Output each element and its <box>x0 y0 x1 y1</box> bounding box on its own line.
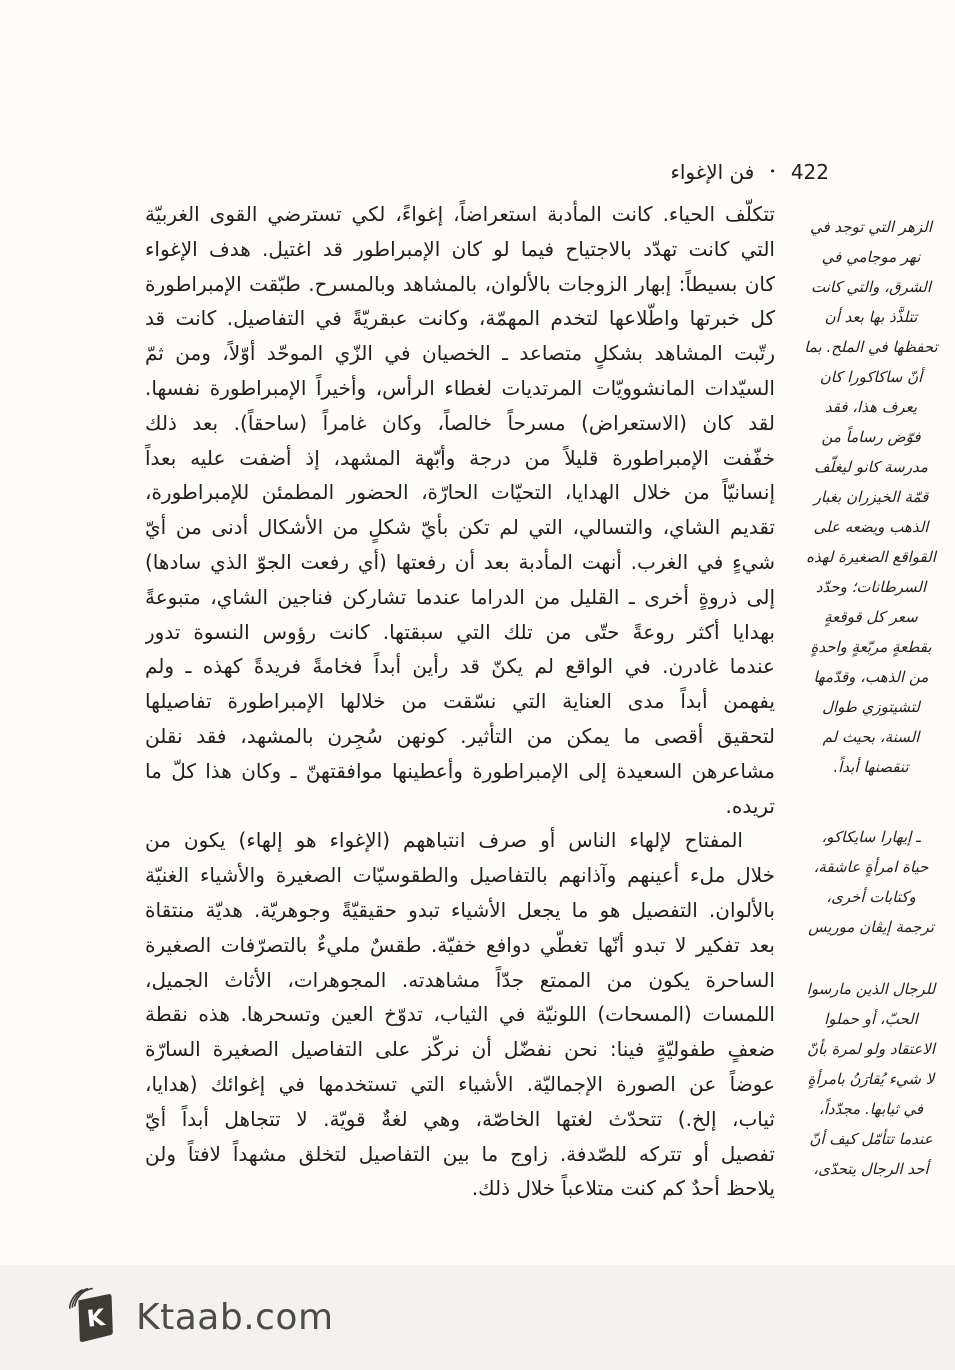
text-line: إنسانيّاً من خلال الهدايا، التحيّات الحارّة، الحضور المطمئن للإمبراطورة، <box>145 480 775 505</box>
text-line: سعر كل قوقعةٍ <box>824 608 918 626</box>
text-line: تفصيل أو تتركه للصّدفة. زاوج ما بين التفاصيل لتخلق مشهداً لافتاً ولن <box>145 1141 775 1166</box>
text-line: كل خبرتها واطّلاعها لتخدم المهمّة، وكانت عبقريّةً في التفاصيل. كانت قد <box>145 306 775 331</box>
text-line: الساحرة يكون من الممتع جدّاً مشاهدته. المجوهرات، الأثاث الجميل، <box>145 967 775 992</box>
logo-letter: K <box>85 1304 107 1333</box>
page-number: 422 <box>790 160 829 184</box>
text-line: الذهب ويضعه على <box>813 518 929 536</box>
text-line: من الذهب، وقدّمها <box>813 668 929 686</box>
page-header <box>670 160 829 184</box>
text-line: شيءٍ في الغرب. أنهت المأدبة بعد أن رفعتها (أي رفعت الجوّ الذي سادها) <box>145 549 775 574</box>
text-line: عندما تتأمّل كيف أنّ <box>809 1130 933 1148</box>
book-title: فن الإغواء <box>670 160 755 184</box>
text-line: تحفظها في الملح. بما <box>804 338 938 356</box>
text-line: بقطعةٍ مربّعةٍ واحدةٍ <box>810 638 932 656</box>
text-line: فوّض رساماً من <box>821 428 921 446</box>
text-line: لقد كان (الاستعراض) مسرحاً خالصاً، وكان غامراً (ساحقاً). بعد ذلك <box>145 410 775 435</box>
text-line: تريده. <box>725 793 775 818</box>
text-line: يفهمن أبداً مدى العناية التي نسّقت من خلالها الإمبراطورة تفاصيلها <box>145 689 775 714</box>
text-line: لا شيء يُقارَنُ بامرأةٍ <box>807 1070 935 1088</box>
text-line: في ثيابها. مجدّداً، <box>818 1100 924 1118</box>
text-line: تتكلّف الحياء. كانت المأدبة استعراضاً، إغواءً، لكي تسترضي القوى الغربيّة <box>145 202 775 226</box>
margin-note-attribution <box>789 822 953 942</box>
text-line: ضعفٍ طفوليّةٍ فينا: نحن نفضّل أن نركّز على التفاصيل الصغيرة السارّة <box>145 1037 775 1062</box>
text-line: لتشيتوزي طوال <box>822 698 920 716</box>
text-line: ترجمة إيڤان موريس <box>808 918 934 936</box>
paragraph <box>145 823 775 1206</box>
text-line: رتّبت المشاهد بشكلٍ متصاعد ـ الخصيان في الزّي الموحّد أوّلاً، ومن ثمّ <box>145 341 775 366</box>
text-line: ثياب، إلخ.) تتحدّث لغتها الخاصّة، وهي لغةٌ قويّة. لا تتجاهل أبداً أيّ <box>145 1106 775 1131</box>
text-line: السيّدات المانشوويّات المرتديات لغطاء الرأس، وأخيراً الإمبراطورة نفسها. <box>145 375 775 400</box>
text-line: للرجال الذين مارسوا <box>806 980 936 998</box>
ktaab-logo-text: Ktaab.com <box>136 1297 334 1338</box>
text-line: حياة امرأةٍ عاشقة، <box>813 858 929 876</box>
text-line: السنة، بحيث لم <box>822 728 920 746</box>
header-bullet: • <box>769 165 776 178</box>
margin-note <box>789 974 953 1184</box>
text-line: خفّفت الإمبراطورة قليلاً من درجة وأبّهة المشهد، إذ أضفت عليه بعداً <box>145 445 775 470</box>
text-line: بعد تفكير لا تبدو أنّها تغطّي دوافع خفيّة. طقسٌ مليءٌ بالتصرّفات الصغيرة <box>145 932 775 957</box>
text-line: التي كانت تهدّد بالاجتياح فيما لو كان الإمبراطور قد اغتيل. هدف الإغواء <box>145 236 775 261</box>
ktaab-book-logo-icon <box>61 1284 119 1352</box>
text-line: بالألوان. التفصيل هو ما يجعل الأشياء تبدو حقيقيّةً وجوهريّة. هديّة منتقاة <box>145 897 775 922</box>
text-line: وكتابات أخرى، <box>826 888 916 906</box>
text-line: المفتاح لإلهاء الناس أو صرف انتباههم (الإغواء هو إلهاء) يكون من <box>145 828 743 853</box>
text-line: الزهر التي توجد في <box>809 218 932 236</box>
text-line: يعرف هذا، فقد <box>824 398 918 416</box>
text-line: تقديم الشاي، والتسالي، التي لم تكن بأيّ شكلٍ من الأشكال أدنى من أيّ <box>145 515 775 540</box>
text-line: عوضاً عن الصورة الإجماليّة. الأشياء التي تستخدمها في إغوائك (هدايا، <box>145 1071 775 1096</box>
text-line: يلاحظ أحدٌ كم كنت متلاعباً خلال ذلك. <box>471 1176 775 1201</box>
text-line: كان بسيطاً: إبهار الزوجات بالألوان، بالمشاهد وبالمسرح. طبّقت الإمبراطورة <box>145 271 775 296</box>
margin-note <box>789 212 953 782</box>
text-line: تتلذَّذ بها بعد أن <box>824 308 918 326</box>
text-line: إلى ذروةٍ أخرى ـ القليل من الدراما عندما تشاركن فناجين الشاي، متبوعةً <box>145 584 775 609</box>
text-line: قمّة الخيزران بغبار <box>813 488 929 506</box>
text-line: القواقع الصغيرة لهذه <box>806 548 936 566</box>
text-line: الاعتقاد ولو لمرة بأنّ <box>806 1040 936 1058</box>
text-line: لتحقيق أقصى ما يمكن من التأثير. كونهن سُجِرن بالمشهد، فقد نقلن <box>145 723 775 748</box>
text-line: أحد الرجال يتحدّى، <box>813 1160 929 1178</box>
main-text-column <box>145 197 775 1206</box>
text-line: تنقصنها أبداً. <box>833 758 909 776</box>
text-line: ـ إيهارا سايكاكو، <box>821 828 921 846</box>
text-line: مدرسة كانو ليغلّف <box>814 458 928 476</box>
text-line: السرطانات؛ وحدّد <box>815 578 927 596</box>
text-line: بهدايا أكثر روعةً حتّى من تلك التي سبقتها. كانت رؤوس النسوة تدور <box>145 619 775 644</box>
text-line: الشرق، والتي كانت <box>810 278 932 296</box>
text-line: خلال ملء أعينهم وآذانهم بالتفاصيل والطقوسيّات الصغيرة والأشياء الغنيّة <box>145 863 775 888</box>
text-line: الحبّ، أو حملوا <box>824 1010 918 1028</box>
text-line: عندما غادرن. في الواقع لم يكنّ قد رأين أبداً فخامةً فريدةً كهذه ـ ولم <box>145 654 775 679</box>
text-line: أنّ ساكاكورا كان <box>819 368 923 386</box>
text-line: مشاعرهن السعيدة إلى الإمبراطورة وأعطينها موافقتهنّ ـ وكان هذا كلّ ما <box>145 758 775 783</box>
text-line: نهر موجامي في <box>821 248 921 266</box>
footer-band <box>0 1265 955 1370</box>
text-line: اللمسات (المسحات) اللونيّة في الثياب، تدوّخ العين وتسحرها. هذه نقطة <box>145 1002 775 1027</box>
paragraph <box>145 197 775 823</box>
